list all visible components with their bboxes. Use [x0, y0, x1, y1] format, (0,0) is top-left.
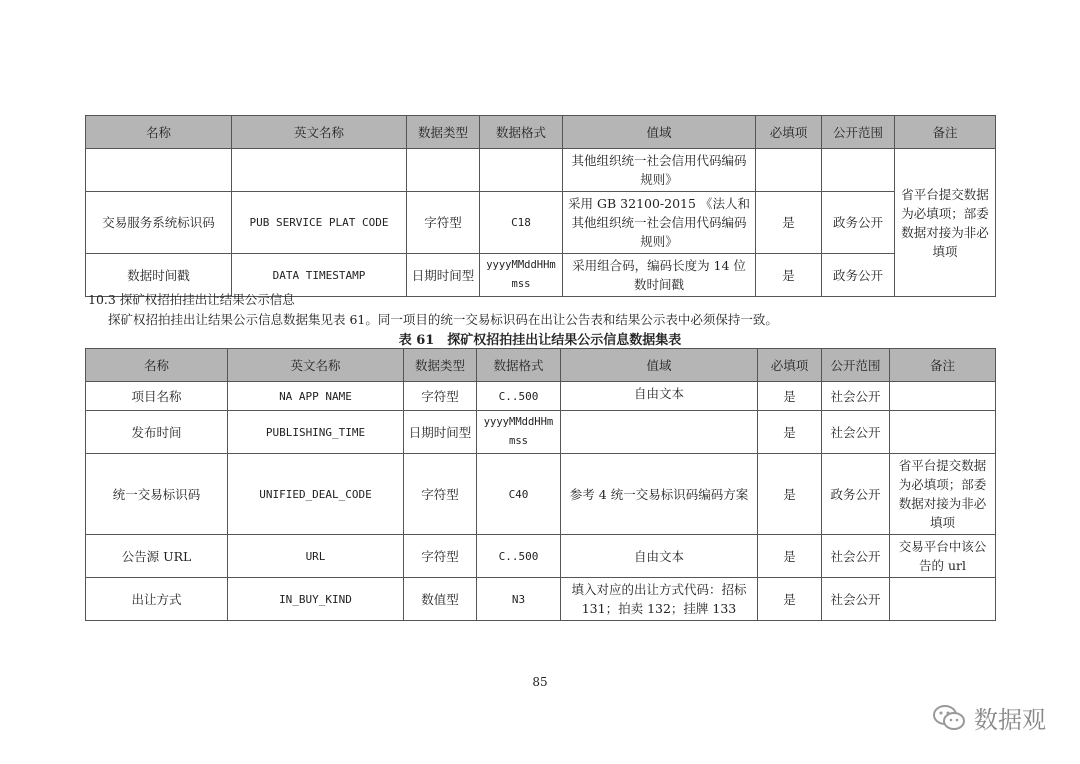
body-paragraph: 探矿权招拍挂出让结果公示信息数据集见表 61。同一项目的统一交易标识码在出让公告表和结果公示表中必须保持一致。 — [108, 312, 778, 327]
table-cell: PUBLISHING_TIME — [228, 411, 404, 454]
table-cell: C18 — [480, 192, 563, 254]
table-caption: 表 61 探矿权招拍挂出让结果公示信息数据集表 — [398, 333, 682, 348]
table-cell: 项目名称 — [86, 382, 228, 411]
table-cell: 政务公开 — [822, 454, 890, 535]
table-cell — [407, 149, 480, 192]
table-cell: PUB SERVICE PLAT CODE — [232, 192, 407, 254]
table-cell: IN_BUY_KIND — [228, 578, 404, 621]
table-cell: 填入对应的出让方式代码：招标131；拍卖 132；挂牌 133 — [561, 578, 758, 621]
table-cell: 日期时间型 — [407, 254, 480, 297]
table-header-row — [86, 116, 996, 149]
table-cell: 政务公开 — [822, 192, 895, 254]
page-number: 85 — [532, 675, 548, 689]
header-cell: 公开范围 — [822, 116, 895, 149]
table-cell: 自由文本 — [561, 382, 758, 411]
table-row — [86, 535, 996, 578]
header-cell: 公开范围 — [822, 349, 890, 382]
table-row — [86, 149, 996, 192]
table-cell: NA APP NAME — [228, 382, 404, 411]
table-cell: N3 — [477, 578, 561, 621]
table-cell: 政务公开 — [822, 254, 895, 297]
table-cell: URL — [228, 535, 404, 578]
table-cell — [756, 149, 822, 192]
table-cell — [890, 382, 996, 411]
table-row — [86, 411, 996, 454]
table-cell: 是 — [758, 578, 822, 621]
header-cell: 数据格式 — [480, 116, 563, 149]
table-cell — [822, 149, 895, 192]
header-cell: 英文名称 — [228, 349, 404, 382]
table-cell: 社会公开 — [822, 382, 890, 411]
header-cell: 名称 — [86, 349, 228, 382]
table-cell: 是 — [756, 254, 822, 297]
table-cell: 是 — [758, 382, 822, 411]
table-cell: 参考 4 统一交易标识码编码方案 — [561, 454, 758, 535]
wechat-icon — [932, 704, 966, 732]
header-cell: 数据类型 — [407, 116, 480, 149]
table-cell: 出让方式 — [86, 578, 228, 621]
table-row — [86, 578, 996, 621]
table-cell: 社会公开 — [822, 578, 890, 621]
table-cell: 是 — [756, 192, 822, 254]
table-cell — [890, 411, 996, 454]
table-cell: 采用组合码，编码长度为 14 位数时间戳 — [563, 254, 756, 297]
section-heading: 10.3 探矿权招拍挂出让结果公示信息 — [88, 292, 295, 307]
table-row — [86, 382, 996, 411]
table-cell: C..500 — [477, 382, 561, 411]
table-cell: C..500 — [477, 535, 561, 578]
table-cell: 采用 GB 32100-2015 《法人和其他组织统一社会信用代码编码规则》 — [563, 192, 756, 254]
note-cell: 省平台提交数据为必填项；部委数据对接为非必填项 — [895, 149, 996, 297]
data-table-61 — [85, 348, 996, 621]
header-cell: 值域 — [563, 116, 756, 149]
header-cell: 英文名称 — [232, 116, 407, 149]
data-table-continued — [85, 115, 996, 297]
table-cell: 数据时间戳 — [86, 254, 232, 297]
header-cell: 必填项 — [758, 349, 822, 382]
table-cell: 自由文本 — [561, 535, 758, 578]
table-cell: 社会公开 — [822, 535, 890, 578]
table-cell: 其他组织统一社会信用代码编码规则》 — [563, 149, 756, 192]
table-cell: 公告源 URL — [86, 535, 228, 578]
table-cell: 字符型 — [404, 535, 477, 578]
table-cell — [561, 411, 758, 454]
table-cell: 字符型 — [404, 454, 477, 535]
table-row — [86, 192, 996, 254]
table-cell: 字符型 — [404, 382, 477, 411]
table-cell: UNIFIED_DEAL_CODE — [228, 454, 404, 535]
table-header-row — [86, 349, 996, 382]
table-cell: C40 — [477, 454, 561, 535]
header-cell: 名称 — [86, 116, 232, 149]
table-cell: 社会公开 — [822, 411, 890, 454]
header-cell: 数据格式 — [477, 349, 561, 382]
table-cell: 日期时间型 — [404, 411, 477, 454]
table-cell: yyyyMMddHHmmss — [480, 254, 563, 297]
table-cell: 交易平台中该公告的 url — [890, 535, 996, 578]
table-cell: yyyyMMddHHmmss — [477, 411, 561, 454]
table-cell: 省平台提交数据为必填项；部委数据对接为非必填项 — [890, 454, 996, 535]
header-cell: 备注 — [895, 116, 996, 149]
table-cell: 是 — [758, 411, 822, 454]
watermark — [932, 700, 1046, 735]
table-cell: DATA TIMESTAMP — [232, 254, 407, 297]
table-cell: 是 — [758, 454, 822, 535]
header-cell: 备注 — [890, 349, 996, 382]
table-cell: 统一交易标识码 — [86, 454, 228, 535]
table-cell — [480, 149, 563, 192]
table-cell: 发布时间 — [86, 411, 228, 454]
watermark-text: 数据观 — [974, 706, 1046, 734]
table-row — [86, 454, 996, 535]
table-cell: 交易服务系统标识码 — [86, 192, 232, 254]
table-cell — [890, 578, 996, 621]
table-cell — [86, 149, 232, 192]
table-cell: 是 — [758, 535, 822, 578]
header-cell: 数据类型 — [404, 349, 477, 382]
table-cell — [232, 149, 407, 192]
table-cell: 数值型 — [404, 578, 477, 621]
header-cell: 必填项 — [756, 116, 822, 149]
table-cell: 字符型 — [407, 192, 480, 254]
header-cell: 值域 — [561, 349, 758, 382]
